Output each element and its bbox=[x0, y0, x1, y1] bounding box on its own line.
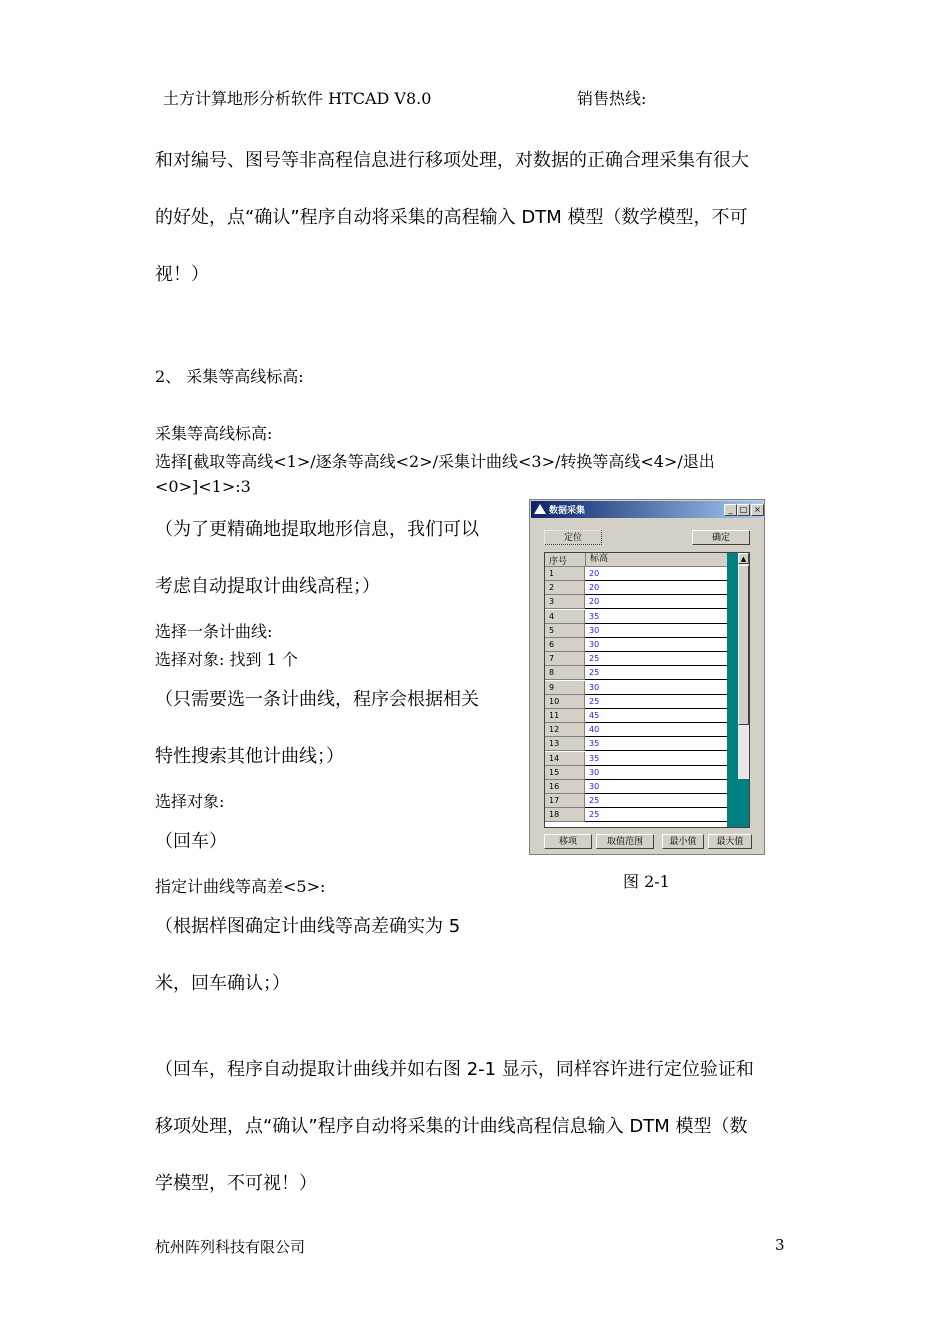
dialog-titlebar[interactable] bbox=[531, 501, 763, 518]
command-line: 指定计曲线等高差<5>: bbox=[155, 877, 326, 896]
table-row[interactable] bbox=[545, 794, 727, 808]
row-elevation[interactable]: 45 bbox=[585, 709, 727, 723]
row-elevation[interactable]: 35 bbox=[585, 752, 727, 766]
row-seq: 4 bbox=[545, 610, 585, 624]
row-elevation[interactable]: 20 bbox=[585, 567, 727, 581]
table-row[interactable] bbox=[545, 652, 727, 666]
body-line: （回车，程序自动提取计曲线并如右图 2-1 显示，同样容许进行定位验证和 bbox=[155, 1059, 754, 1080]
note-line: 米，回车确认；） bbox=[155, 973, 290, 994]
page-number: 3 bbox=[775, 1236, 785, 1254]
command-line: 选择[截取等高线<1>/逐条等高线<2>/采集计曲线<3>/转换等高线<4>/退出 bbox=[155, 452, 715, 471]
elevation-grid[interactable] bbox=[544, 552, 750, 828]
note-line: 特性搜索其他计曲线；） bbox=[155, 746, 344, 767]
row-seq: 5 bbox=[545, 624, 585, 638]
table-row[interactable] bbox=[545, 581, 727, 595]
table-row[interactable] bbox=[545, 752, 727, 766]
command-line: 选择一条计曲线: bbox=[155, 622, 273, 641]
note-line: 考虑自动提取计曲线高程；） bbox=[155, 576, 380, 597]
row-seq: 17 bbox=[545, 794, 585, 808]
value-range-button[interactable]: 取值范围 bbox=[596, 834, 654, 849]
column-elev-header: 标高 bbox=[585, 553, 608, 566]
row-seq: 13 bbox=[545, 737, 585, 751]
row-elevation[interactable]: 20 bbox=[585, 581, 727, 595]
data-collection-dialog bbox=[529, 499, 765, 855]
table-row[interactable] bbox=[545, 624, 727, 638]
column-seq-header: 序号 bbox=[549, 557, 568, 567]
section-heading: 2、 采集等高线标高: bbox=[155, 367, 304, 386]
command-line: 选择对象: 找到 1 个 bbox=[155, 650, 298, 669]
row-seq: 12 bbox=[545, 723, 585, 737]
row-elevation[interactable]: 30 bbox=[585, 780, 727, 794]
grid-header bbox=[545, 553, 727, 567]
row-elevation[interactable]: 25 bbox=[585, 666, 727, 680]
note-line: （只需要选一条计曲线，程序会根据相关 bbox=[155, 689, 479, 710]
max-value-button[interactable]: 最大值 bbox=[708, 834, 752, 849]
body-line: 的好处，点“确认”程序自动将采集的高程输入 DTM 模型（数学模型，不可 bbox=[155, 207, 748, 228]
scroll-thumb[interactable] bbox=[738, 565, 749, 725]
table-row[interactable] bbox=[545, 610, 727, 624]
table-row[interactable] bbox=[545, 681, 727, 695]
table-row[interactable] bbox=[545, 695, 727, 709]
min-value-button[interactable]: 最小值 bbox=[662, 834, 704, 849]
header-sales-hotline: 销售热线: bbox=[577, 89, 647, 108]
row-seq: 9 bbox=[545, 681, 585, 695]
scroll-up-icon[interactable]: ▲ bbox=[738, 553, 749, 564]
body-line: 和对编号、图号等非高程信息进行移项处理，对数据的正确合理采集有很大 bbox=[155, 150, 749, 171]
row-seq: 15 bbox=[545, 766, 585, 780]
table-row[interactable] bbox=[545, 709, 727, 723]
row-seq: 10 bbox=[545, 695, 585, 709]
row-elevation[interactable]: 35 bbox=[585, 610, 727, 624]
table-row[interactable] bbox=[545, 723, 727, 737]
body-line: 移项处理，点“确认”程序自动将采集的计曲线高程信息输入 DTM 模型（数 bbox=[155, 1116, 748, 1137]
locate-button[interactable]: 定位 bbox=[544, 530, 602, 545]
grid-body bbox=[545, 553, 727, 827]
maximize-icon[interactable]: □ bbox=[737, 504, 750, 516]
table-row[interactable] bbox=[545, 808, 727, 822]
row-elevation[interactable]: 25 bbox=[585, 695, 727, 709]
row-seq: 3 bbox=[545, 595, 585, 609]
row-elevation[interactable]: 30 bbox=[585, 638, 727, 652]
close-icon[interactable]: × bbox=[751, 504, 764, 516]
body-line: 学模型，不可视！） bbox=[155, 1173, 317, 1194]
table-row[interactable] bbox=[545, 780, 727, 794]
row-elevation[interactable]: 35 bbox=[585, 737, 727, 751]
note-line: （回车） bbox=[155, 831, 227, 852]
table-row[interactable] bbox=[545, 666, 727, 680]
table-row[interactable] bbox=[545, 567, 727, 581]
row-elevation[interactable]: 30 bbox=[585, 624, 727, 638]
command-line: 选择对象: bbox=[155, 792, 225, 811]
table-row[interactable] bbox=[545, 595, 727, 609]
row-seq: 11 bbox=[545, 709, 585, 723]
row-seq: 14 bbox=[545, 752, 585, 766]
footer-company: 杭州阵列科技有限公司 bbox=[155, 1238, 306, 1256]
table-row[interactable] bbox=[545, 766, 727, 780]
move-item-button[interactable]: 移项 bbox=[544, 834, 592, 849]
table-row[interactable] bbox=[545, 737, 727, 751]
app-icon bbox=[534, 504, 546, 514]
row-seq: 16 bbox=[545, 780, 585, 794]
row-elevation[interactable]: 25 bbox=[585, 794, 727, 808]
row-elevation[interactable]: 30 bbox=[585, 766, 727, 780]
row-elevation[interactable]: 20 bbox=[585, 595, 727, 609]
dialog-title: 数据采集 bbox=[549, 506, 586, 516]
row-elevation[interactable]: 40 bbox=[585, 723, 727, 737]
row-seq: 7 bbox=[545, 652, 585, 666]
row-elevation[interactable]: 25 bbox=[585, 652, 727, 666]
row-elevation[interactable]: 25 bbox=[585, 808, 727, 822]
header-title: 土方计算地形分析软件 HTCAD V8.0 bbox=[163, 89, 432, 108]
command-line: 采集等高线标高: bbox=[155, 424, 273, 443]
table-row[interactable] bbox=[545, 638, 727, 652]
row-seq: 2 bbox=[545, 581, 585, 595]
row-elevation[interactable]: 30 bbox=[585, 681, 727, 695]
body-line: 视！） bbox=[155, 264, 209, 285]
row-seq: 8 bbox=[545, 666, 585, 680]
confirm-button[interactable]: 确定 bbox=[692, 530, 750, 545]
note-line: （为了更精确地提取地形信息，我们可以 bbox=[155, 519, 479, 540]
figure-caption: 图 2-1 bbox=[623, 872, 670, 891]
row-seq: 1 bbox=[545, 567, 585, 581]
minimize-icon[interactable]: _ bbox=[724, 504, 737, 516]
row-seq: 18 bbox=[545, 808, 585, 822]
note-line: （根据样图确定计曲线等高差确实为 5 bbox=[155, 916, 461, 937]
vertical-scrollbar[interactable] bbox=[738, 553, 749, 779]
command-line: <0>]<1>:3 bbox=[155, 477, 251, 496]
row-seq: 6 bbox=[545, 638, 585, 652]
